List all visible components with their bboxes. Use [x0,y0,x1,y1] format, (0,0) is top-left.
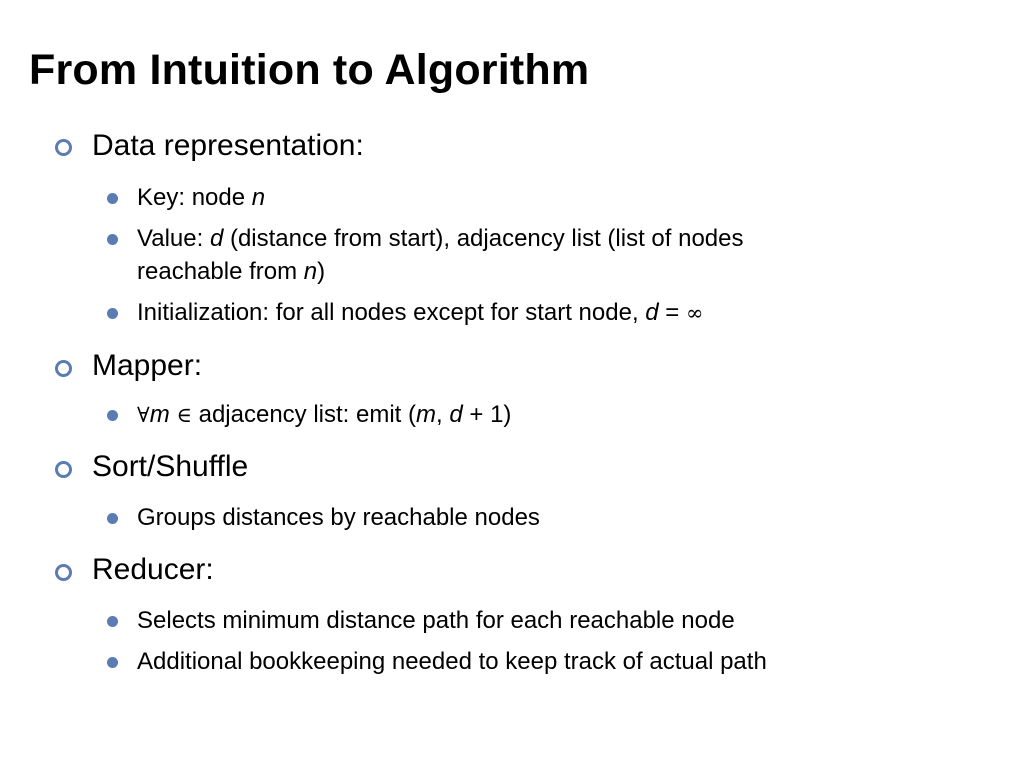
reachable-prefix: reachable from [137,258,304,285]
dot-bullet-icon [107,513,118,524]
dot-bullet-icon [107,308,118,319]
dot-bullet-icon [107,234,118,245]
var-m: m [149,401,170,428]
sub-bullet-mapper-emit [137,398,511,432]
sub-bullet-initialization [137,296,704,330]
sub-bullet-bookkeeping: Additional bookkeeping needed to keep track of actual path [137,648,767,675]
forall-symbol: ∀ [137,403,150,427]
bullet-sort-shuffle: Sort/Shuffle [92,450,249,483]
ring-bullet-icon [55,139,72,156]
ring-bullet-icon [55,461,72,478]
dot-bullet-icon [107,193,118,204]
value-rest: (distance from start), adjacency list (list of nodes [223,225,744,252]
key-text: Key: node [137,184,252,211]
bullet-mapper: Mapper: [92,349,203,382]
sub-bullet-selects: Selects minimum distance path for each reachable node [137,607,735,634]
init-text: Initialization: for all nodes except for start node, [137,299,646,326]
one-paren: 1) [490,401,512,428]
ring-bullet-icon [55,564,72,581]
infinity-symbol: ∞ [686,301,704,325]
equals: = [658,299,686,326]
var-m: m [416,401,436,428]
ring-bullet-icon [55,360,72,377]
bullet-reducer: Reducer: [92,553,214,586]
var-d: d [449,401,463,428]
sub-bullet-value-continuation [137,255,325,288]
dot-bullet-icon [107,657,118,668]
var-n: n [251,184,266,211]
sub-bullet-value [137,222,744,255]
var-d: d [209,225,224,252]
sub-bullet-groups: Groups distances by reachable nodes [137,504,540,531]
element-of-symbol: ∈ [169,403,199,427]
sub-bullet-key [137,181,265,214]
bullet-data-representation: Data representation: [92,129,364,162]
value-prefix: Value: [137,225,210,252]
dot-bullet-icon [107,410,118,421]
comma: , [436,401,450,428]
plus: + [462,401,491,428]
dot-bullet-icon [107,616,118,627]
reachable-rest: ) [317,258,326,285]
emit-text: adjacency list: emit ( [198,401,416,428]
var-d: d [645,299,659,326]
var-n: n [303,258,318,285]
slide-title: From Intuition to Algorithm [29,46,590,94]
